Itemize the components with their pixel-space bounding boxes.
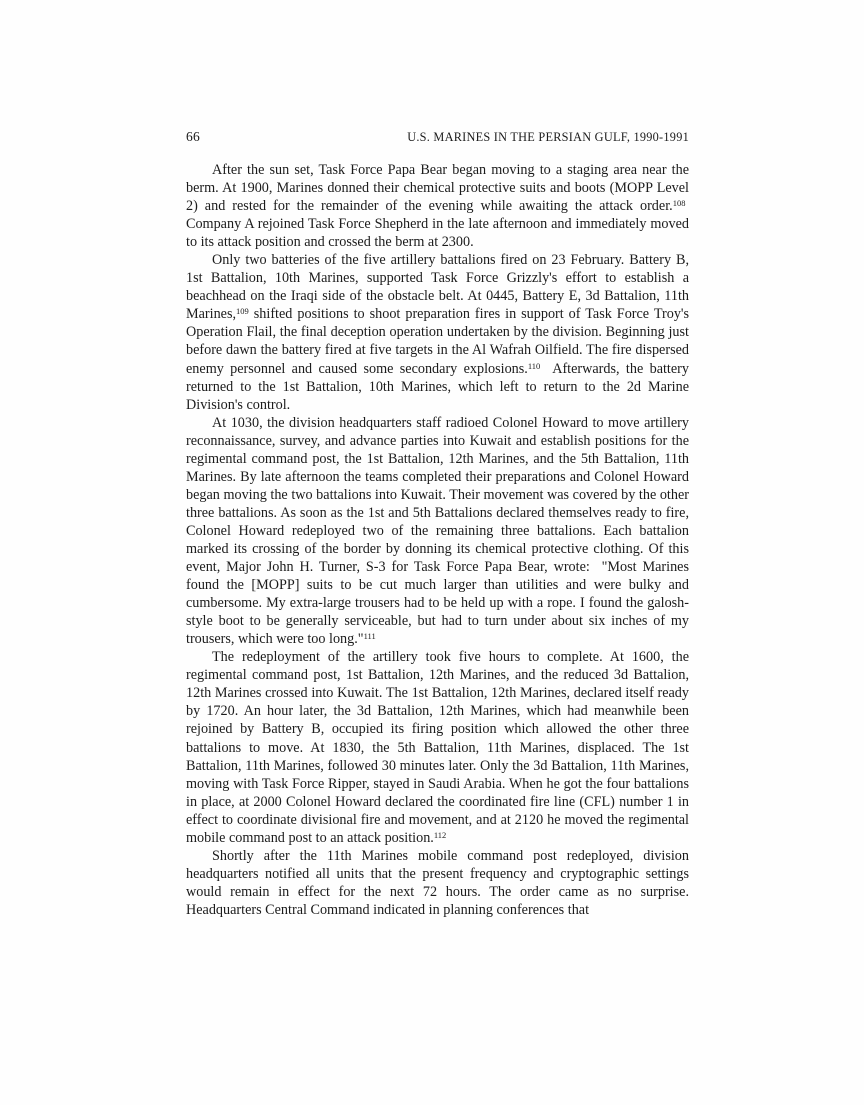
footnote-reference: 111 (363, 631, 376, 642)
footnote-reference: 112 (433, 829, 447, 840)
running-title: U.S. MARINES IN THE PERSIAN GULF, 1990-1991 (407, 130, 689, 144)
body-paragraph: Only two batteries of the five artillery battalions fired on 23 February. Battery B, 1st Battalion, 10th Marines, supported Task Force Grizzly's effort to establish a beachhead on the Iraqi side of the obstacle belt. At 0445, Battery E, 3d Battalion, 11th Marines,$^{109}$ shifted positions to shoot preparation fires in support of Task Force Troy's Operation Flail, the final deception operation undertaken by the division. Beginning just before dawn the battery fired at five targets in the Al Wafrah Oilfield. The fire dispersed enemy personnel and caused some secondary explosions.$^{110}$ Afterwards, the battery returned to the 1st Battalion, 10th Marines, which left to return to the 2d Marine Division's control. (186, 252, 689, 413)
page-content (186, 129, 689, 919)
running-header (186, 129, 689, 145)
body-paragraph: At 1030, the division headquarters staff radioed Colonel Howard to move artillery reconnaissance, survey, and advance parties into Kuwait and establish positions for the regimental command post, the 1st Battalion, 12th Marines, and the 5th Battalion, 11th Marines. By late afternoon the teams completed their preparations and Colonel Howard began moving the two battalions into Kuwait. Their movement was covered by the other three battalions. As soon as the 1st and 5th Battalions declared themselves ready to fire, Colonel Howard redeployed two of the remaining three battalions. Each battalion marked its crossing of the border by donning its chemical protective clothing. Of this event, Major John H. Turner, S-3 for Task Force Papa Bear, wrote: "Most Marines found the [MOPP] suits to be cut much larger than utilities and were bulky and cumbersome. My extra-large trousers had to be held up with a rope. I found the galosh-style boot to be generally serviceable, but had to turn under about six inches of my trousers, which were too long."$^{111}$ (186, 414, 689, 648)
footnote-reference: 110 (527, 360, 541, 371)
body-paragraph: Shortly after the 11th Marines mobile command post redeployed, division headquarters notified all units that the present frequency and cryptographic settings would remain in effect for the next 72 hours. The order came as no surprise. Headquarters Central Command indicated in planning conferences that (186, 847, 689, 918)
body-text (186, 161, 689, 919)
body-paragraph: After the sun set, Task Force Papa Bear began moving to a staging area near the berm. At 1900, Marines donned their chemical protective suits and boots (MOPP Level 2) and rested for the remainder of the evening while awaiting the attack order.$^{108}$ Company A rejoined Task Force Shepherd in the late afternoon and immediately moved to its attack position and crossed the berm at 2300. (186, 162, 689, 251)
body-paragraph: The redeployment of the artillery took five hours to complete. At 1600, the regimental command post, 1st Battalion, 12th Marines, and the reduced 3d Battalion, 12th Marines crossed into Kuwait. The 1st Battalion, 12th Marines, declared itself ready by 1720. An hour later, the 3d Battalion, 12th Marines, which had meanwhile been rejoined by Battery B, occupied its firing position which allowed the other three battalions to move. At 1830, the 5th Battalion, 11th Marines, displaced. The 1st Battalion, 11th Marines, followed 30 minutes later. Only the 3d Battalion, 11th Marines, moving with Task Force Ripper, stayed in Saudi Arabia. When he got the four battalions in place, at 2000 Colonel Howard declared the coordinated fire line (CFL) number 1 in effect to coordinate divisional fire and movement, and at 2120 he moved the regimental mobile command post to an attack position.$^{112}$ (186, 649, 689, 846)
page-number: 66 (186, 129, 201, 144)
footnote-reference: 108 (672, 198, 686, 209)
footnote-reference: 109 (236, 306, 249, 317)
